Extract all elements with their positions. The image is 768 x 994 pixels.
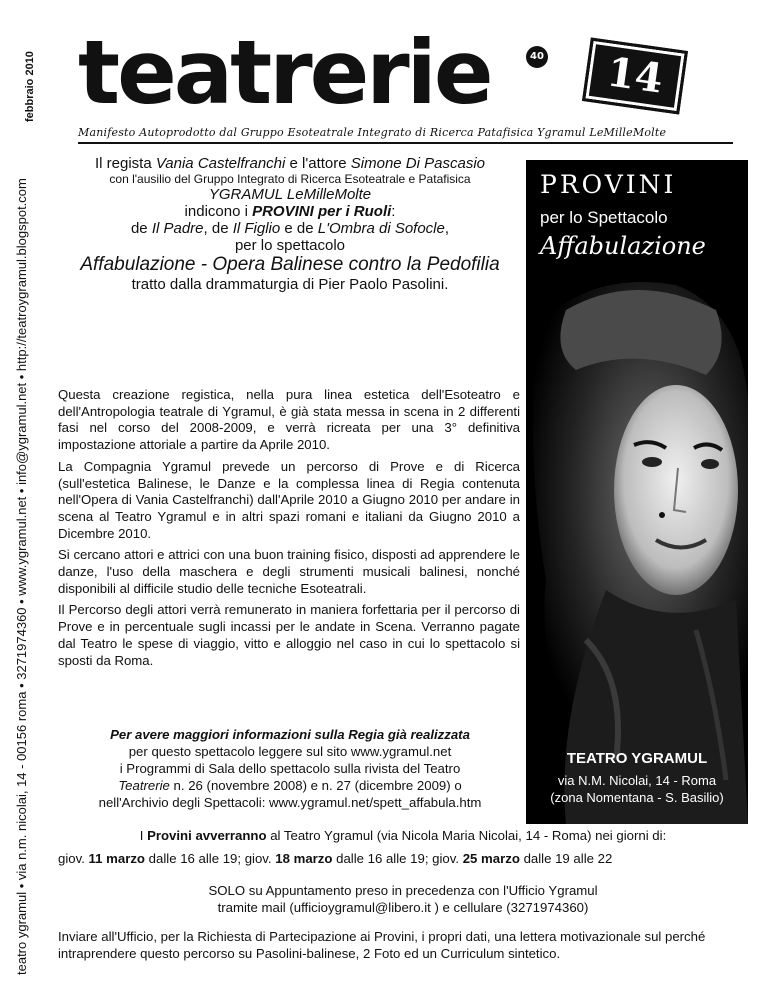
info-line: per questo spettacolo leggere sul sito www.ygramul.net [128, 744, 452, 759]
roles-line: de Il Padre, de Il Figlio e de L'Ombra di Sofocle, [130, 220, 450, 237]
body-text [58, 387, 520, 674]
sidebar [0, 0, 50, 994]
masthead [78, 18, 718, 128]
appointment-note: SOLO su Appuntamento preso in precedenza con l'Ufficio Ygramul tramite mail (ufficioygramul@libero.it ) e cellulare (3271974360) [208, 883, 598, 915]
intro-block [58, 155, 522, 293]
poster-title: PROVINI [540, 170, 677, 199]
contact-strip: teatro ygramul • via n.m. nicolai, 14 - 00156 roma • 3271974360 • www.ygramul.net • info@ygramul.net • http://teatroygramul.blogspot.com [14, 178, 29, 975]
source-line: tratto dalla drammaturgia di Pier Paolo Pasolini. [131, 276, 449, 293]
info-line: nell'Archivio degli Spettacoli: www.ygramul.net/spett_affabula.htm [98, 795, 482, 810]
poster-subtitle: per lo Spettacolo [540, 208, 668, 227]
audition-location: I Provini avverranno al Teatro Ygramul (via Nicola Maria Nicolai, 14 - Roma) nei giorni di: [139, 828, 667, 843]
application-instructions: Inviare all'Ufficio, per la Richiesta di Partecipazione ai Provini, i propri dati, una lettera motivazionale sul perché intraprendere questo percorso su Pasolini-balinese, 2 Foto ed un Curriculum sintetico. [58, 929, 706, 961]
show-title: Affabulazione - Opera Balinese contro la Pedofilia [80, 254, 500, 275]
info-line: Teatrerie n. 26 (novembre 2008) e n. 27 (dicembre 2009) o [118, 778, 462, 793]
intro-line-6: per lo spettacolo [234, 237, 346, 254]
header-divider [78, 142, 733, 144]
paragraph: Questa creazione registica, nella pura linea estetica dell'Esoteatro e dell'Antropologia teatrale di Ygramul, è già stata messa in scena in 2 differenti fasi nel corso del 2008-2009, e verrà ricreata per una 3° definitiva impostazione attoriale a partire da Aprile 2010. [58, 387, 520, 453]
paragraph: Il Percorso degli attori verrà remunerato in maniera forfettaria per il percorso di Prove e in percentuale sugli incassi per le andate in Scena. Verranno pagate dal Teatro le spese di viaggio, vitto e alloggio nel caso in cui lo spettacolo si sposti da Roma. [58, 602, 520, 668]
issue-number-plate: 14 [582, 37, 688, 114]
info-block [58, 726, 522, 811]
manifesto-line: Manifesto Autoprodotto dal Gruppo Esoteatrale Integrato di Ricerca Patafisica Ygramul LeMilleMolte [78, 126, 667, 139]
theatre-address: via N.M. Nicolai, 14 - Roma (zona Nomentana - S. Basilio) [550, 773, 724, 805]
intro-line-2: con l'ausilio del Gruppo Integrato di Ricerca Esoteatrale e Patafisica [109, 172, 471, 186]
magazine-logo: teatrerie [78, 21, 491, 124]
footer-info [58, 828, 748, 962]
intro-line-1: Il regista Vania Castelfranchi e l'attore Simone Di Pascasio [94, 155, 485, 172]
issue-badge: 40 [526, 46, 548, 68]
intro-line-4: indicono i PROVINI per i Ruoli: [184, 203, 396, 220]
audition-dates: giov. 11 marzo dalle 16 alle 19; giov. 18 marzo dalle 16 alle 19; giov. 25 marzo dalle 19 alle 22 [58, 851, 613, 866]
issue-date: febbraio 2010 [24, 51, 36, 122]
info-heading: Per avere maggiori informazioni sulla Regia già realizzata [110, 727, 470, 742]
poster-show-name: Affabulazione [540, 232, 706, 260]
paragraph: Si cercano attori e attrici con una buon training fisico, disposti ad apprendere le danze, l'uso della maschera e degli strumenti musicali balinesi, nonché disponibili al difficile studio delle tecniche Esoteatrali. [58, 547, 520, 596]
poster-photo [526, 160, 748, 824]
paragraph: La Compagnia Ygramul prevede un percorso di Prove e di Ricerca (sull'estetica Balinese, le Danze e la complessa linea di Regia contenuta nell'Opera di Vania Castelfranchi) dall'Aprile 2010 a Giugno 2010 per andare in scena al Teatro Ygramul e in altri spazi romani e italiani da Giugno 2010 a Dicembre 2010. [58, 458, 520, 541]
theatre-name: TEATRO YGRAMUL [566, 750, 708, 767]
group-name: YGRAMUL LeMilleMolte [208, 186, 372, 203]
info-line: i Programmi di Sala dello spettacolo sulla rivista del Teatro [119, 761, 461, 776]
